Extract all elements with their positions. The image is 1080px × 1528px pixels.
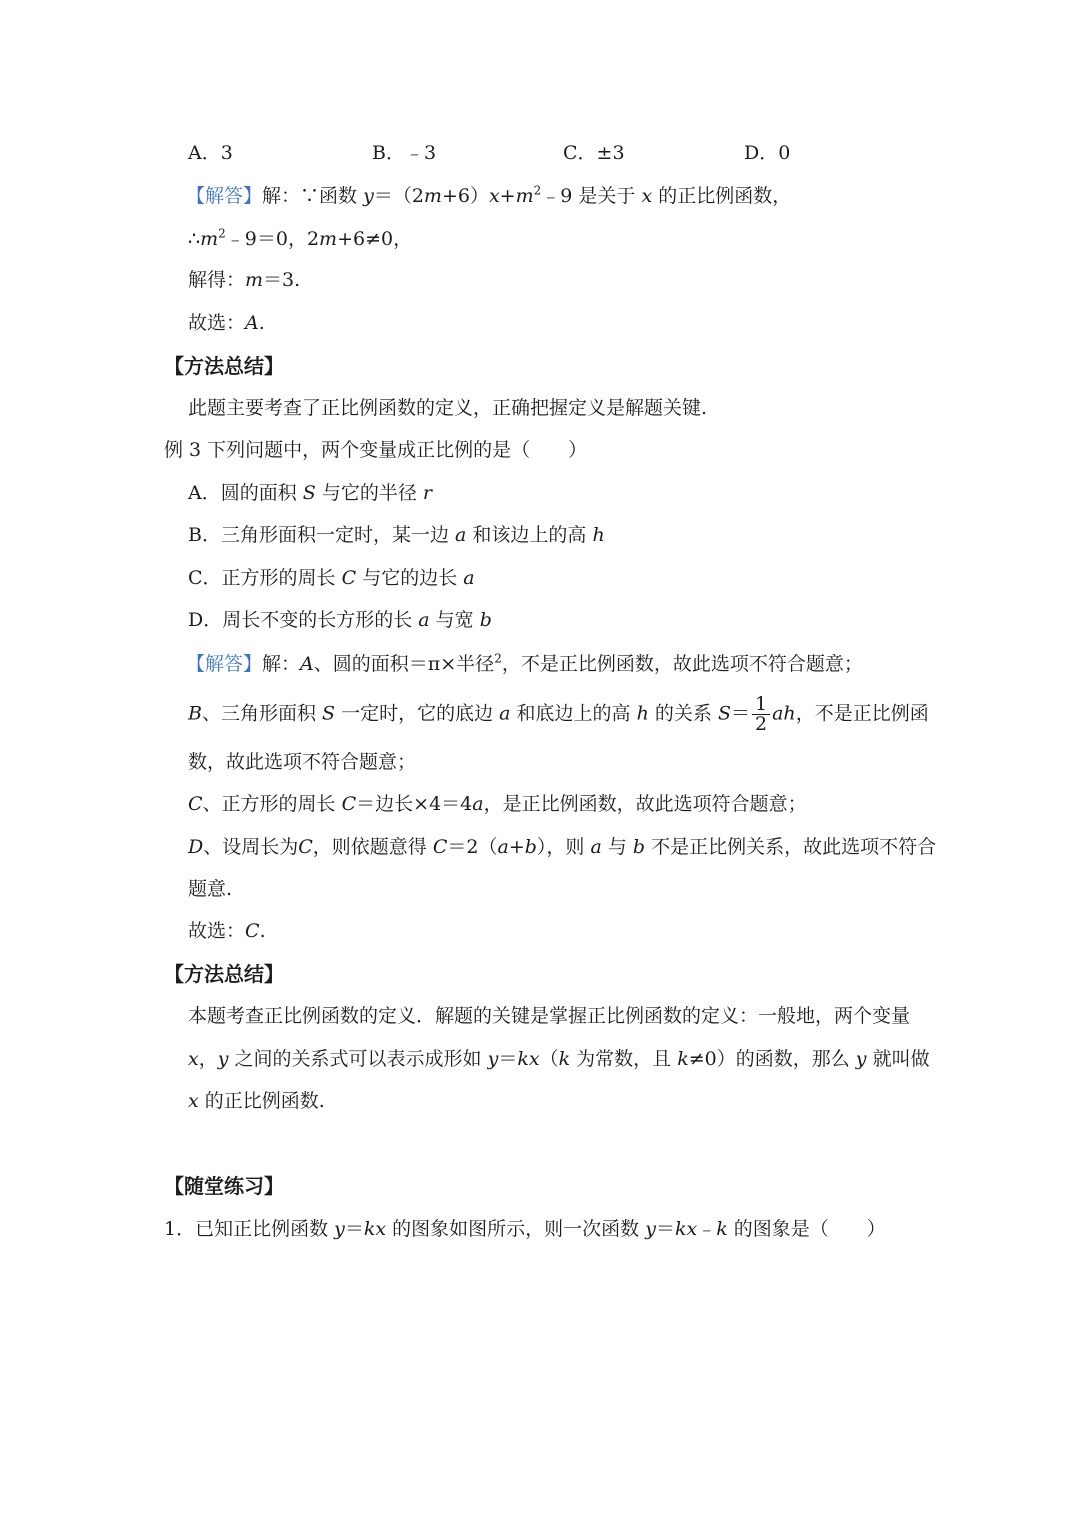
example3-question: 例 3 下列问题中，两个变量成正比例的是（ ）	[164, 439, 588, 461]
ex3-solution-b: B、三角形面积 S 一定时，它的底边 a 和底边上的高 h 的关系 S＝ $\frac{1}{2}$ ah，不是正比例函	[188, 693, 929, 735]
ex3-solution-b-cont: 数，故此选项不符合题意；	[188, 751, 417, 773]
method-summary-heading-2: 【方法总结】	[164, 962, 284, 986]
option-b: B．﹣3	[372, 142, 437, 164]
answer-tag: 【解答】	[186, 653, 263, 675]
summary2-line1: 本题考查正比例函数的定义．解题的关键是掌握正比例函数的定义：一般地，两个变量	[188, 1005, 911, 1027]
ex3-solution-d: D、设周长为C，则依题意得 C＝2（a+b），则 a 与 b 不是正比例关系，故此选项不符合	[188, 836, 937, 858]
ex3-solution-c: C、正方形的周长 C＝边长×4＝4a，是正比例函数，故此选项符合题意；	[188, 793, 807, 815]
ex2-solution-line1: 【解答】解：∵函数 $y=(2m+6)x+m^2﹣9$ 是关于 x 的正比例函数，	[186, 183, 792, 207]
option-d: D．0	[744, 142, 791, 164]
ex3-solution-d-cont: 题意.	[188, 878, 233, 900]
summary2-line2: x，y 之间的关系式可以表示成形如 y＝kx（k 为常数，且 k≠0）的函数，那么 y 就叫做	[188, 1048, 930, 1070]
ex3-solution-a: 【解答】解：A、圆的面积＝π×半径$^2$，不是正比例函数，故此选项不符合题意；	[186, 651, 863, 675]
option-a: A．3	[188, 142, 233, 164]
method-summary-heading: 【方法总结】	[164, 354, 284, 378]
example3-option-a: A．圆的面积 S 与它的半径 r	[188, 482, 433, 504]
ex3-choice: 故选：C.	[188, 920, 266, 942]
answer-tag: 【解答】	[186, 185, 263, 207]
summary2-line3: x 的正比例函数.	[188, 1090, 325, 1112]
fraction-one-half: $\frac{1}{2}$	[752, 695, 770, 734]
example3-option-c: C．正方形的周长 C 与它的边长 a	[188, 567, 475, 589]
method-summary-text: 此题主要考查了正比例函数的定义，正确把握定义是解题关键.	[188, 397, 708, 419]
example3-option-d: D．周长不变的长方形的长 a 与宽 b	[188, 609, 492, 631]
ex2-solution-line3: 解得：m＝3.	[188, 269, 301, 291]
practice-question-1: 1．已知正比例函数 y＝kx 的图象如图所示，则一次函数 y＝kx﹣k 的图象是（ ）	[164, 1218, 886, 1240]
option-c: C．±3	[563, 142, 625, 164]
ex2-choice: 故选：A.	[188, 312, 265, 334]
ex2-solution-line2: $\therefore m^2﹣9=0$，2m+6≠0，	[188, 226, 413, 250]
example3-option-b: B．三角形面积一定时，某一边 a 和该边上的高 h	[188, 524, 605, 546]
practice-heading: 【随堂练习】	[164, 1174, 284, 1198]
